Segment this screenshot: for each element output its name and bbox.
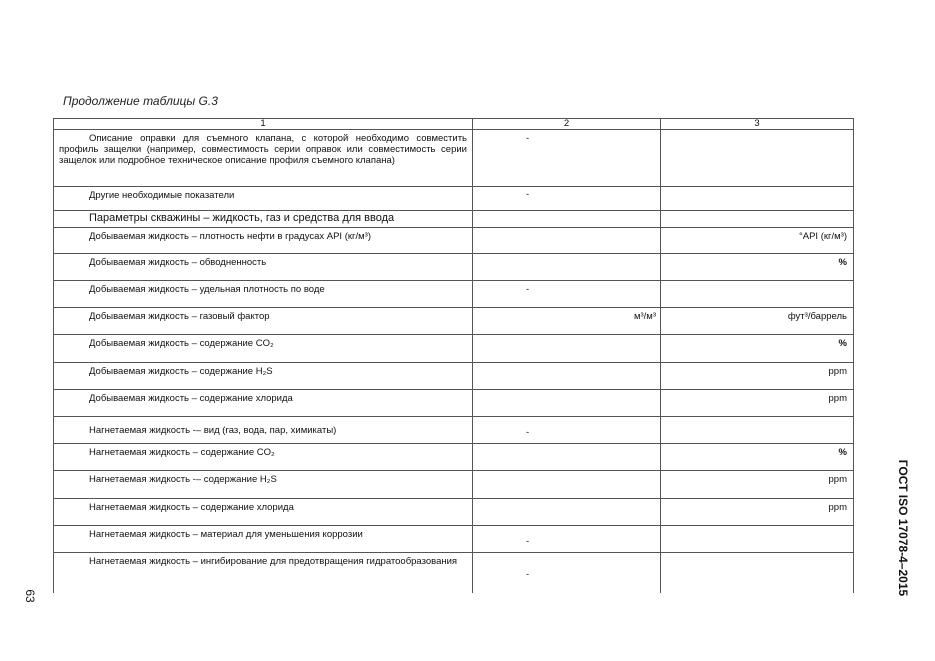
- standard-designation-text: ГОСТ ISO 17078-4–2015: [896, 459, 910, 597]
- table-row: [54, 526, 854, 553]
- row-col3: °API (кг/м³): [798, 231, 847, 242]
- row-col3: [661, 553, 853, 556]
- row-col3: [661, 417, 853, 420]
- row-col2: [473, 444, 660, 447]
- table-row: [54, 499, 854, 526]
- row-col2: [473, 471, 660, 474]
- row-col3: [661, 187, 853, 190]
- row-col2: -: [526, 284, 530, 295]
- row-col2: -: [526, 189, 530, 200]
- table-row: [54, 553, 854, 593]
- table-row: [54, 228, 854, 254]
- column-header-2: 2: [473, 119, 661, 130]
- row-description: Нагнетаемая жидкость -– содержание H₂S: [89, 474, 277, 485]
- row-description: Нагнетаемая жидкость – содержание хлорида: [89, 502, 294, 513]
- row-description: Добываемая жидкость – содержание CO₂: [89, 338, 274, 349]
- table-caption: Продолжение таблицы G.3: [63, 94, 218, 108]
- row-col2: [473, 390, 660, 393]
- table-row: [54, 444, 854, 471]
- column-header-3: 3: [661, 119, 854, 130]
- table-row: [54, 335, 854, 363]
- row-description: Добываемая жидкость – газовый фактор: [89, 311, 270, 322]
- row-col3: ppm: [828, 393, 847, 404]
- section-row: [54, 211, 854, 228]
- row-col3: [661, 130, 853, 133]
- row-description: Другие необходимые показатели: [89, 190, 235, 201]
- spec-table: [53, 118, 854, 593]
- row-col2: [473, 254, 660, 257]
- row-col3: %: [838, 257, 847, 268]
- table-header-row: [54, 119, 854, 130]
- row-col3: [661, 211, 853, 214]
- row-col2: -: [526, 536, 530, 547]
- row-col3: %: [838, 447, 847, 458]
- table-row: [54, 417, 854, 444]
- page-number: [20, 585, 40, 607]
- table-row: [54, 390, 854, 417]
- row-col3: %: [838, 338, 847, 349]
- row-col2: -: [526, 427, 530, 438]
- row-description: Добываемая жидкость – обводненность: [89, 257, 267, 268]
- row-col3: [661, 281, 853, 284]
- row-description: Описание оправки для съемного клапана, с которой необходимо совместить профиль защелки (например, совместимость серии оправок или совместимость серии защелок или подробное техническое описание профиля съемного клапана): [59, 133, 467, 166]
- column-header-1: 1: [54, 119, 473, 130]
- row-description: Добываемая жидкость – содержание хлорида: [89, 393, 293, 404]
- table-row: [54, 471, 854, 499]
- row-col2: [473, 335, 660, 338]
- row-description: Добываемая жидкость – удельная плотность по воде: [89, 284, 325, 295]
- row-col2: [473, 499, 660, 502]
- row-description: Нагнетаемая жидкость – материал для уменьшения коррозии: [89, 529, 363, 540]
- row-description: Нагнетаемая жидкость – ингибирование для предотвращения гидратообразования: [89, 556, 458, 567]
- row-description: Добываемая жидкость – плотность нефти в градусах API (кг/м³): [89, 231, 371, 242]
- row-col3: фут³/баррель: [787, 311, 847, 322]
- row-col2: м³/м³: [633, 311, 656, 322]
- row-col3: ppm: [828, 502, 847, 513]
- page-number-text: 63: [23, 589, 37, 603]
- row-col3: [661, 526, 853, 529]
- standard-designation: [893, 448, 913, 608]
- row-col2: -: [526, 133, 530, 144]
- row-col3: ppm: [828, 474, 847, 485]
- table-row: [54, 281, 854, 308]
- section-heading: Параметры скважины – жидкость, газ и средства для ввода: [89, 212, 395, 224]
- row-col3: ppm: [828, 366, 847, 377]
- table-row: [54, 254, 854, 281]
- table-row: [54, 308, 854, 335]
- row-col2: -: [526, 569, 530, 580]
- row-col2: [473, 228, 660, 231]
- row-description: Нагнетаемая жидкость – содержание CO₂: [89, 447, 275, 458]
- row-col2: [473, 211, 660, 214]
- row-col2: [473, 363, 660, 366]
- table-row: [54, 187, 854, 211]
- table-row: [54, 130, 854, 187]
- table-row: [54, 363, 854, 390]
- row-description: Нагнетаемая жидкость -– вид (газ, вода, пар, химикаты): [89, 425, 337, 436]
- row-description: Добываемая жидкость – содержание H₂S: [89, 366, 273, 377]
